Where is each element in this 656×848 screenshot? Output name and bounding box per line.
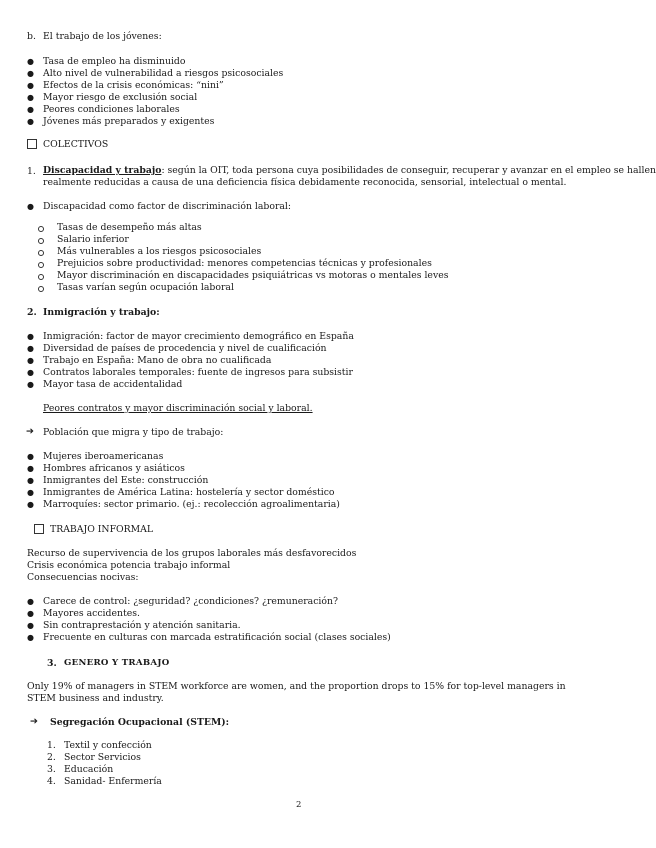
list-item: Efectos de la crisis económicas: “nini” [43,80,224,91]
list-item: Hombres africanos y asiáticos [43,463,185,474]
bullet-icon: ● [27,202,34,211]
list-item: Sanidad- Enfermería [64,776,162,787]
genero-marker: 3. [47,658,57,669]
discapacidad-title: Discapacidad y trabajo [43,165,162,176]
bullet-icon: ● [27,380,34,389]
bullet-icon: ● [27,621,34,630]
inmigracion-marker: 2. [27,307,37,318]
discapacidad-text-2: realmente reducidas a causa de una deficiencia física debidamente reconocida, sensorial, intelectual o mental. [43,177,567,188]
circle-bullet-icon [38,226,44,232]
list-item: Educación [64,764,114,775]
bullet-icon: ● [27,488,34,497]
circle-bullet-icon [38,274,44,280]
list-number: 1. [47,740,56,751]
list-item: Frecuente en culturas con marcada estratificación social (clases sociales) [43,632,391,643]
bullet-icon: ● [27,81,34,90]
list-number: 3. [47,764,56,775]
list-item: Inmigrantes del Este: construcción [43,475,209,486]
bullet-icon: ● [27,332,34,341]
list-item: Mayor riesgo de exclusión social [43,92,198,103]
informal-line: Consecuencias nocivas: [27,572,139,583]
bullet-icon: ● [27,597,34,606]
list-item: Marroquíes: sector primario. (ej.: recolección agroalimentaria) [43,499,340,510]
informal-line: Crisis económica potencia trabajo informal [27,560,231,571]
colectivos-heading: COLECTIVOS [43,139,109,150]
list-item: Mujeres iberoamericanas [43,451,164,462]
inmigracion-underlined: Peores contratos y mayor discriminación social y laboral. [43,403,313,414]
checkbox-icon [34,524,44,534]
list-item: Salario inferior [57,234,129,245]
genero-title: GENERO Y TRABAJO [64,658,170,668]
list-item: Carece de control: ¿seguridad? ¿condiciones? ¿remuneración? [43,596,338,607]
list-item: Sector Servicios [64,752,141,763]
page-number: 2 [296,800,302,810]
list-item: Tasas varían según ocupación laboral [57,282,234,293]
bullet-icon: ● [27,57,34,66]
list-item: Diversidad de países de procedencia y nivel de cualificación [43,343,327,354]
circle-bullet-icon [38,286,44,292]
bullet-icon: ● [27,500,34,509]
list-item: Peores condiciones laborales [43,104,180,115]
bullet-icon: ● [27,452,34,461]
arrow-right-icon: ➔ [26,426,34,437]
list-item: Inmigrantes de América Latina: hostelería y sector doméstico [43,487,335,498]
bullet-icon: ● [27,93,34,102]
bullet-icon: ● [27,476,34,485]
informal-line: Recurso de supervivencia de los grupos laborales más desfavorecidos [27,548,357,559]
discapacidad-line-1 [43,165,656,177]
bullet-icon: ● [27,633,34,642]
list-item: Trabajo en España: Mano de obra no cualificada [43,355,272,366]
list-item: Inmigración: factor de mayor crecimiento demográfico en España [43,331,354,342]
list-item: Más vulnerables a los riesgos psicosociales [57,246,262,257]
bullet-icon: ● [27,609,34,618]
informal-heading: TRABAJO INFORMAL [50,524,154,535]
list-number: 4. [47,776,56,787]
list-item: Jóvenes más preparados y exigentes [43,116,215,127]
genero-arrow-title: Segregación Ocupacional (STEM): [50,717,230,728]
discapacidad-bullet: Discapacidad como factor de discriminación laboral: [43,201,292,212]
list-item: Mayor discriminación en discapacidades psiquiátricas vs motoras o mentales leves [57,270,449,281]
section-b-title: El trabajo de los jóvenes: [43,31,162,42]
list-number: 2. [47,752,56,763]
list-item: Tasa de empleo ha disminuido [43,56,186,67]
list-item: Sin contraprestación y atención sanitaria. [43,620,241,631]
circle-bullet-icon [38,238,44,244]
checkbox-icon [27,139,37,149]
list-item: Prejuicios sobre productividad: menores competencias técnicas y profesionales [57,258,432,269]
arrow-right-icon: ➔ [30,716,38,727]
list-item: Mayor tasa de accidentalidad [43,379,183,390]
list-item: Mayores accidentes. [43,608,140,619]
list-item: Contratos laborales temporales: fuente de ingresos para subsistir [43,367,353,378]
bullet-icon: ● [27,464,34,473]
bullet-icon: ● [27,368,34,377]
circle-bullet-icon [38,250,44,256]
circle-bullet-icon [38,262,44,268]
discapacidad-text-1: : según la OIT, toda persona cuya posibilidades de conseguir, recuperar y avanzar en el empleo se hallen [161,165,656,176]
bullet-icon: ● [27,356,34,365]
list-item: Tasas de desempeño más altas [57,222,202,233]
genero-paragraph: Only 19% of managers in STEM workforce are women, and the proportion drops to 15% for top-level managers in STEM business and industry. [27,681,566,704]
bullet-icon: ● [27,344,34,353]
bullet-icon: ● [27,105,34,114]
inmigracion-title: Inmigración y trabajo: [43,307,160,318]
list-item: Textil y confección [64,740,152,751]
bullet-icon: ● [27,117,34,126]
inmigracion-arrow-text: Población que migra y tipo de trabajo: [43,427,224,438]
section-b-marker: b. [27,31,36,42]
list-item: Alto nivel de vulnerabilidad a riesgos psicosociales [43,68,284,79]
bullet-icon: ● [27,69,34,78]
discapacidad-marker: 1. [27,166,36,177]
